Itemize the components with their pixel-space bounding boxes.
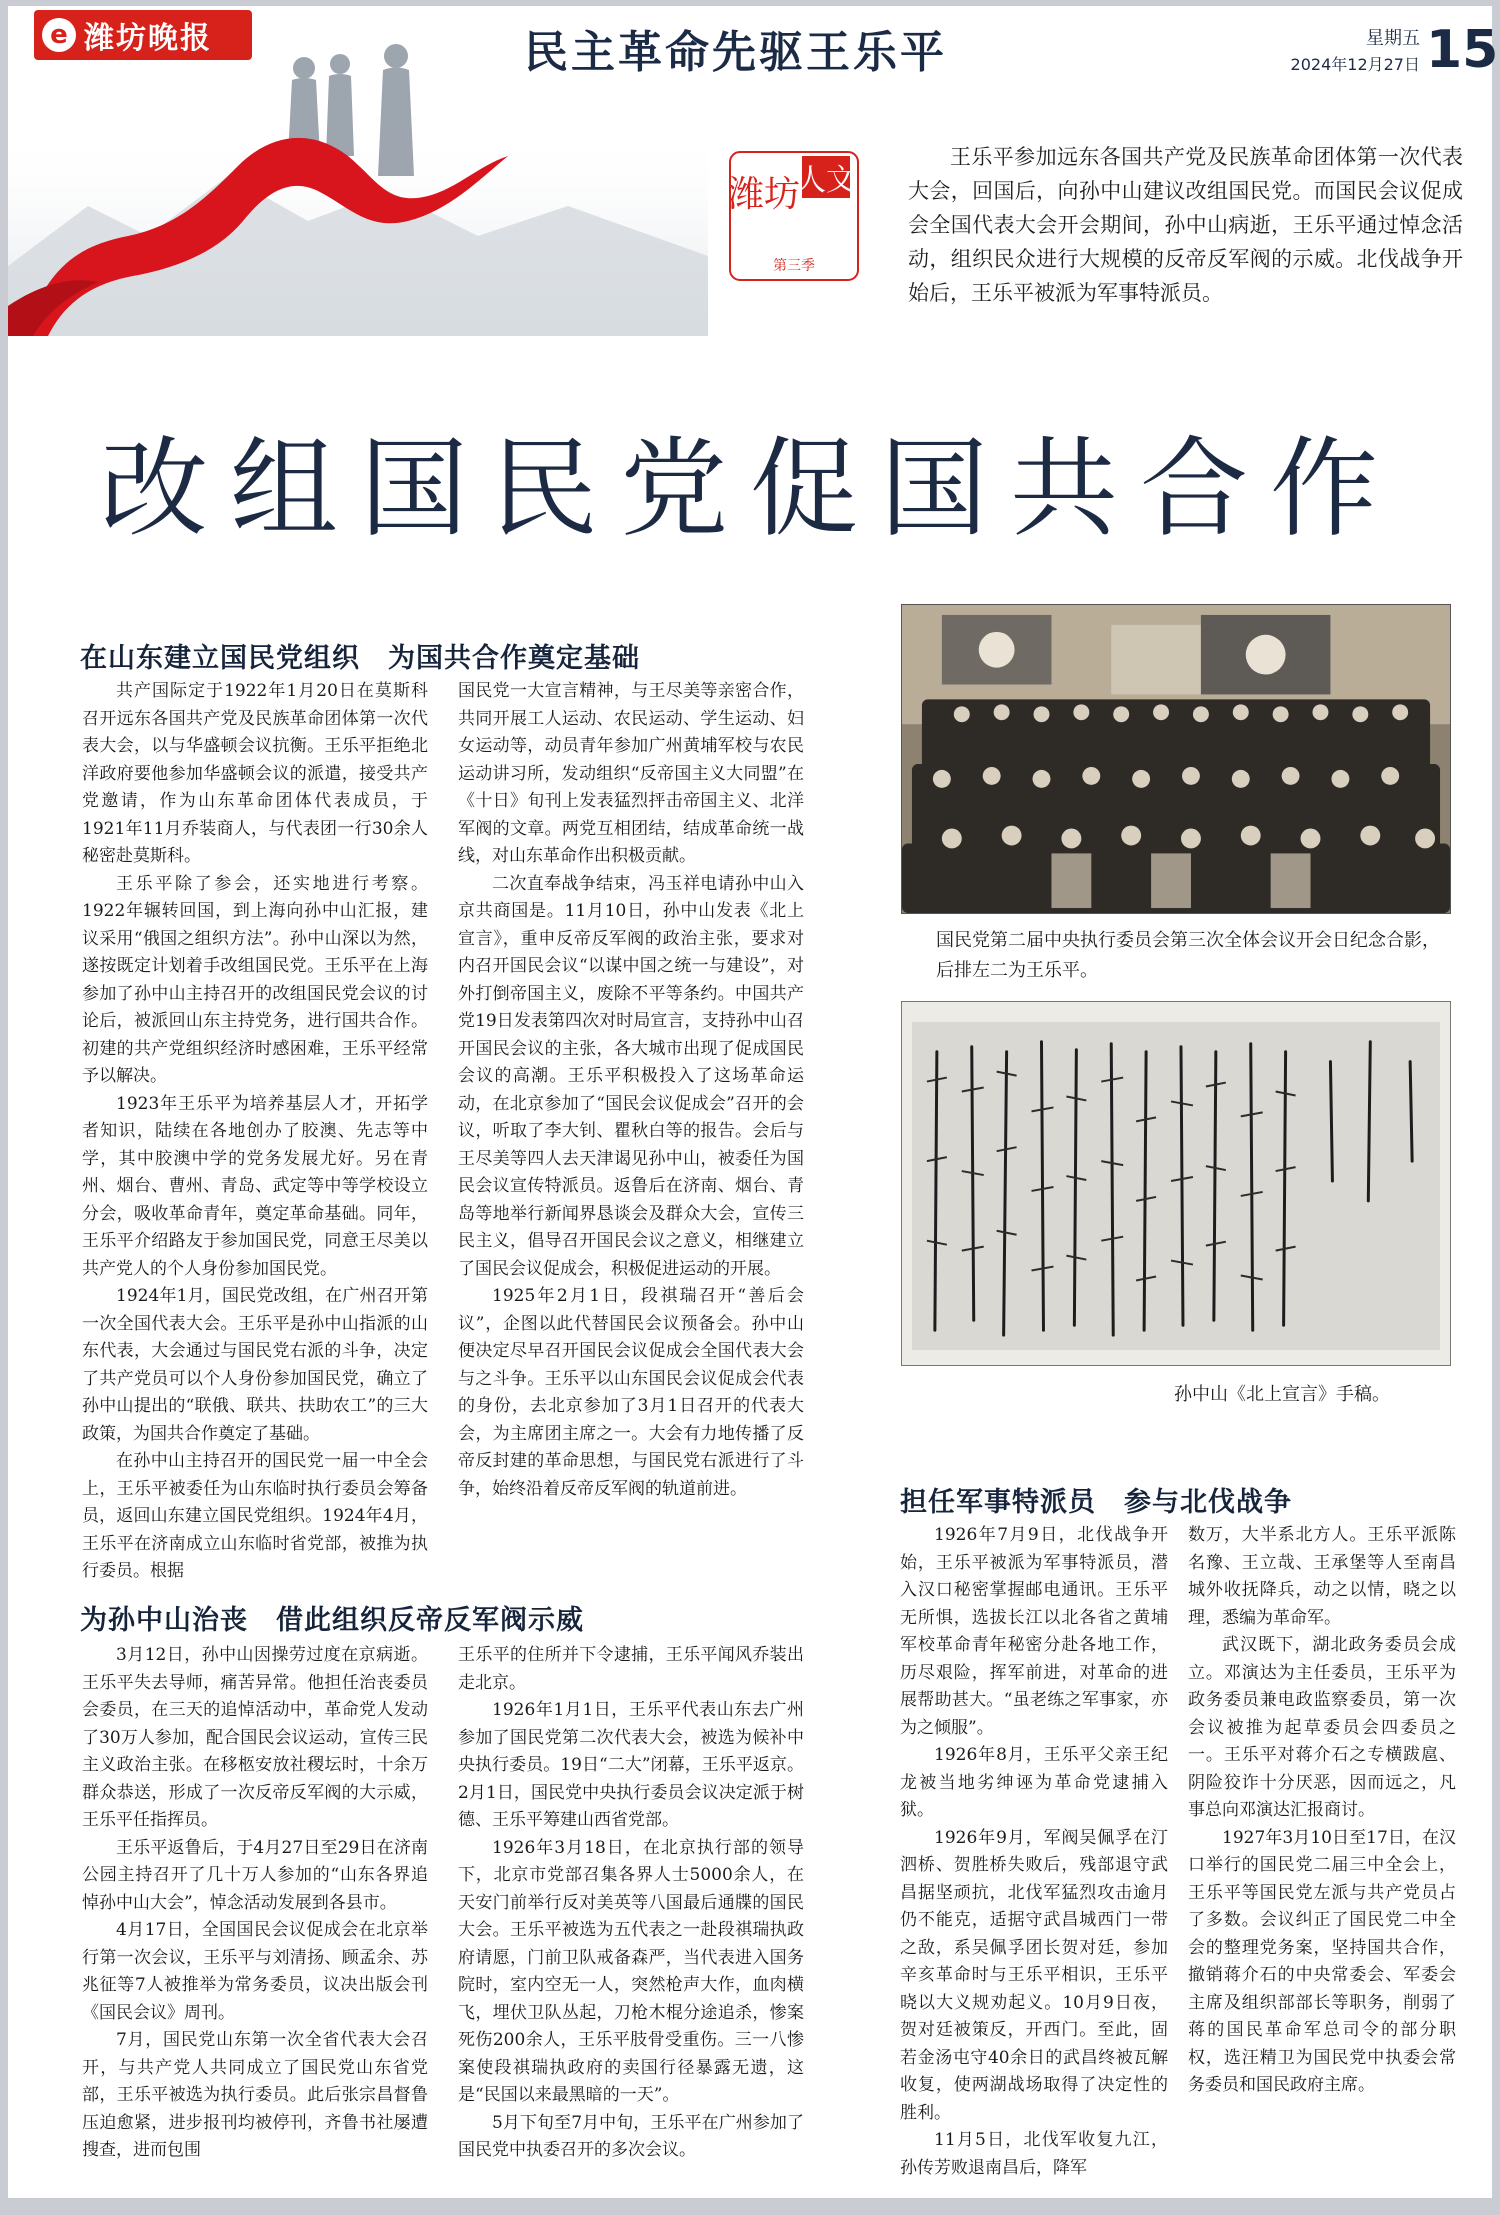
section3-column1 [900,1522,1168,2182]
paragraph: 1926年1月1日，王乐平代表山东去广州参加了国民党第二次代表大会，被选为候补中央执行委员。19日“二大”闭幕，王乐平返京。2月1日，国民党中央执行委员会议决定派于树德、王乐平筹建山西省党部。 [458,1700,804,1830]
badge-note: 第三季 [773,258,815,274]
paragraph: 1925年2月1日，段祺瑞召开“善后会议”，企图以此代替国民会议预备会。孙中山便决定尽早召开国民会议促成会全国代表大会与之斗争。王乐平以山东国民会议促成会代表的身份，去北京参加了3月1日召开的代表大会，为主席团主席之一。大会有力地传播了反帝反封建的革命思想，与国民党右派进行了斗争，始终沿着反帝反军阀的轨道前进。 [458,1286,804,1499]
paragraph: 1927年3月10日至17日，在汉口举行的国民党二届三中全会上，王乐平等国民党左派与共产党员占了多数。会议纠正了国民党二中全会的整理党务案，坚持国共合作，撤销蒋介石的中央常委会、军委会主席及组织部部长等职务，削弱了蒋的国民革命军总司令的部分职权，选汪精卫为国民党中执委会常务委员和国民政府主席。 [1188,1827,1456,2095]
paragraph: 共产国际定于1922年1月20日在莫斯科召开远东各国共产党及民族革命团体第一次代表大会，以与华盛顿会议抗衡。王乐平拒绝北洋政府要他参加华盛顿会议的派遣，接受共产党邀请，作为山东革命团体代表成员，于1921年11月乔装商人，与代表团一行30余人秘密赴莫斯科。 [82,681,428,866]
photo1-caption: 国民党第二届中央执行委员会第三次全体会议开会日纪念合影，后排左二为王乐平。 [936,930,1440,981]
weekday: 星期五 [1366,28,1420,49]
page-number: 15 [1426,20,1499,80]
section2-column2 [458,1642,804,2165]
newspaper-page [8,6,1499,2209]
date-block [1280,24,1420,75]
group-photo-image [902,605,1450,913]
logo-text: 潍坊晚报 [84,21,212,56]
paragraph: 1923年王乐平为培养基层人才，开拓学者知识，陆续在各地创办了胶澳、先志等中学，其中胶澳中学的党务发展尤好。另在青州、烟台、曹州、青岛、武定等中等学校设立分会，吸收革命青年，奠定革命基础。同年，王乐平介绍路友于参加国民党，同意王尽美以共产党人的个人身份参加国民党。 [82,1093,428,1279]
section-heading-3: 担任军事特派员 参与北伐战争 [900,1487,1292,1518]
article-title: 改组国民党促国共合作 [99,427,1400,552]
paragraph: 武汉既下，湖北政务委员会成立。邓演达为主任委员，王乐平为政务委员兼电政监察委员，第一次会议被推为起草委员会四委员之一。王乐平对蒋介石之专横跋扈、阴险狡诈十分厌恶，因而远之，凡事总向邓演达汇报商讨。 [1188,1635,1456,1820]
paragraph: 7月，国民党山东第一次全省代表大会召开，与共产党人共同成立了国民党山东省党部，王乐平被选为执行委员。此后张宗昌督鲁压迫愈紧，进步报刊均被停刊，齐鲁书社屡遭搜查，进而包围 [82,2030,428,2160]
page-bottom-edge [8,2198,1492,2209]
paragraph: 5月下旬至7月中旬，王乐平在广州参加了国民党中执委召开的多次会议。 [458,2112,804,2160]
intro-summary: 王乐平参加远东各国共产党及民族革命团体第一次代表大会，回国后，向孙中山建议改组国民党。而国民会议促成会全国代表大会开会期间，孙中山病逝，王乐平通过悼念活动，组织民众进行大规模的反帝反军阀的示威。北伐战争开始后，王乐平被派为军事特派员。 [908,145,1463,305]
paragraph: 1926年9月，军阀吴佩孚在汀泗桥、贺胜桥失败后，残部退守武昌据坚顽抗，北伐军猛烈攻击逾月仍不能克，适据守武昌城西门一带之敌，系吴佩孚团长贺对廷，参加辛亥革命时与王乐平相识，王乐平晓以大义规劝起义。10月9日夜，贺对廷被策反，开西门。至此，固若金汤屯守40余日的武昌终被瓦解收复，使两湖战场取得了决定性的胜利。 [900,1827,1168,2123]
section1-column2 [458,678,804,1503]
badge-left-top: 潍坊 [727,174,801,215]
paragraph: 王乐平的住所并下令逮捕，王乐平闻风乔装出走北京。 [458,1645,804,1693]
paragraph: 1924年1月，国民党改组，在广州召开第一次全国代表大会。王乐平是孙中山指派的山东代表，大会通过与国民党右派的斗争，决定了共产党员可以个人身份参加国民党，确立了孙中山提出的“联俄、联共、扶助农工”的三大政策，为国共合作奠定了基础。 [82,1286,428,1444]
column-badge-weifang-renwen [724,146,864,286]
section-heading-2: 为孙中山治丧 借此组织反帝反军阀示威 [80,1605,584,1636]
newspaper-logo [34,10,252,60]
issue-date: 2024年12月27日 [1290,55,1420,74]
paragraph: 王乐平返鲁后，于4月27日至29日在济南公园主持召开了几十万人参加的“山东各界追悼孙中山大会”，悼念活动发展到各县市。 [82,1837,428,1913]
paragraph: 1926年3月18日，在北京执行部的领导下，北京市党部召集各界人士5000余人，在天安门前举行反对美英等八国最后通牒的国民大会。王乐平被选为五代表之一赴段祺瑞执政府请愿，门前卫队戒备森严，当代表进入国务院时，室内空无一人，突然枪声大作，血肉横飞，埋伏卫队丛起，刀枪木棍分途追杀，惨案死伤200余人，王乐平肢骨受重伤。三一八惨案使段祺瑞执政府的卖国行径暴露无遗，这是“民国以来最黑暗的一天”。 [458,1837,804,2105]
paragraph: 数万，大半系北方人。王乐平派陈名豫、王立哉、王承堡等人至南昌城外收抚降兵，动之以情，晓之以理，悉编为革命军。 [1188,1525,1456,1628]
group-photo [901,604,1451,914]
badge-right: 人文 [796,163,856,198]
page-heading: 民主革命先驱王乐平 [524,27,947,78]
logo-mark-icon: e [42,18,76,52]
paragraph: 1926年7月9日，北伐战争开始，王乐平被派为军事特派员，潜入汉口秘密掌握邮电通讯。王乐平无所惧，选拔长江以北各省之黄埔军校革命青年秘密分赴各地工作，历尽艰险，挥军前进，对革命的进展帮助甚大。“虽老练之军事家，亦为之倾服”。 [900,1525,1168,1738]
manuscript-photo [901,1001,1451,1366]
section2-column1 [82,1642,428,2165]
paragraph: 4月17日，全国国民会议促成会在北京举行第一次会议，王乐平与刘清扬、顾孟余、苏兆征等7人被推举为常务委员，议决出版会刊《国民会议》周刊。 [82,1920,428,2023]
paragraph: 11月5日，北伐军收复九江，孙传芳败退南昌后，降军 [900,2130,1168,2178]
manuscript-image [902,1002,1450,1365]
paragraph: 3月12日，孙中山因操劳过度在京病逝。王乐平失去导师，痛苦异常。他担任治丧委员会委员，在三天的追悼活动中，革命党人发动了30万人参加，配合国民会议运动，宣传三民主义政治主张。在移柩安放社稷坛时，十余万群众恭送，形成了一次反帝反军阀的大示威，王乐平任指挥员。 [82,1645,428,1830]
paragraph: 二次直奉战争结束，冯玉祥电请孙中山入京共商国是。11月10日，孙中山发表《北上宣言》，重申反帝反军阀的政治主张，要求对内召开国民会议“以谋中国之统一与建设”，对外打倒帝国主义，废除不平等条约。中国共产党19日发表第四次对时局宣言，支持孙中山召开国民会议的主张，各大城市出现了促成国民会议的高潮。王乐平积极投入了这场革命运动，在北京参加了“国民会议促成会”召开的会议，听取了李大钊、瞿秋白等的报告。会后与王尽美等四人去天津谒见孙中山，被委任为国民会议宣传特派员。返鲁后在济南、烟台、青岛等地举行新闻界恳谈会及群众大会，宣传三民主义，倡导召开国民会议之意义，相继建立了国民会议促成会，积极促进运动的开展。 [458,873,804,1279]
section1-column1 [82,678,428,1586]
paragraph: 在孙中山主持召开的国民党一届一中全会上，王乐平被委任为山东临时执行委员会筹备员，返回山东建立国民党组织。1924年4月，王乐平在济南成立山东临时省党部，被推为执行委员。根据 [82,1451,428,1581]
paragraph: 王乐平除了参会，还实地进行考察。1922年辗转回国，到上海向孙中山汇报，建议采用“俄国之组织方法”。孙中山深以为然，遂按既定计划着手改组国民党。王乐平在上海参加了孙中山主持召开的改组国民党会议的讨论后，被派回山东主持党务，进行国共合作。初建的共产党组织经济时感困难，王乐平经常予以解决。 [82,873,428,1086]
masthead [8,6,1499,336]
paragraph: 国民党一大宣言精神，与王尽美等亲密合作，共同开展工人运动、农民运动、学生运动、妇女运动等，动员青年参加广州黄埔军校与农民运动讲习所，发动组织“反帝国主义大同盟”在《十日》旬刊上发表猛烈抨击帝国主义、北洋军阀的文章。两党互相团结，结成革命统一战线，对山东革命作出积极贡献。 [458,681,804,866]
section3-column2 [1188,1522,1456,2100]
paragraph: 1926年8月，王乐平父亲王纪龙被当地劣绅诬为革命党逮捕入狱。 [900,1745,1168,1820]
section-heading-1: 在山东建立国民党组织 为国共合作奠定基础 [80,643,640,674]
photo2-caption: 孙中山《北上宣言》手稿。 [1174,1384,1390,1405]
